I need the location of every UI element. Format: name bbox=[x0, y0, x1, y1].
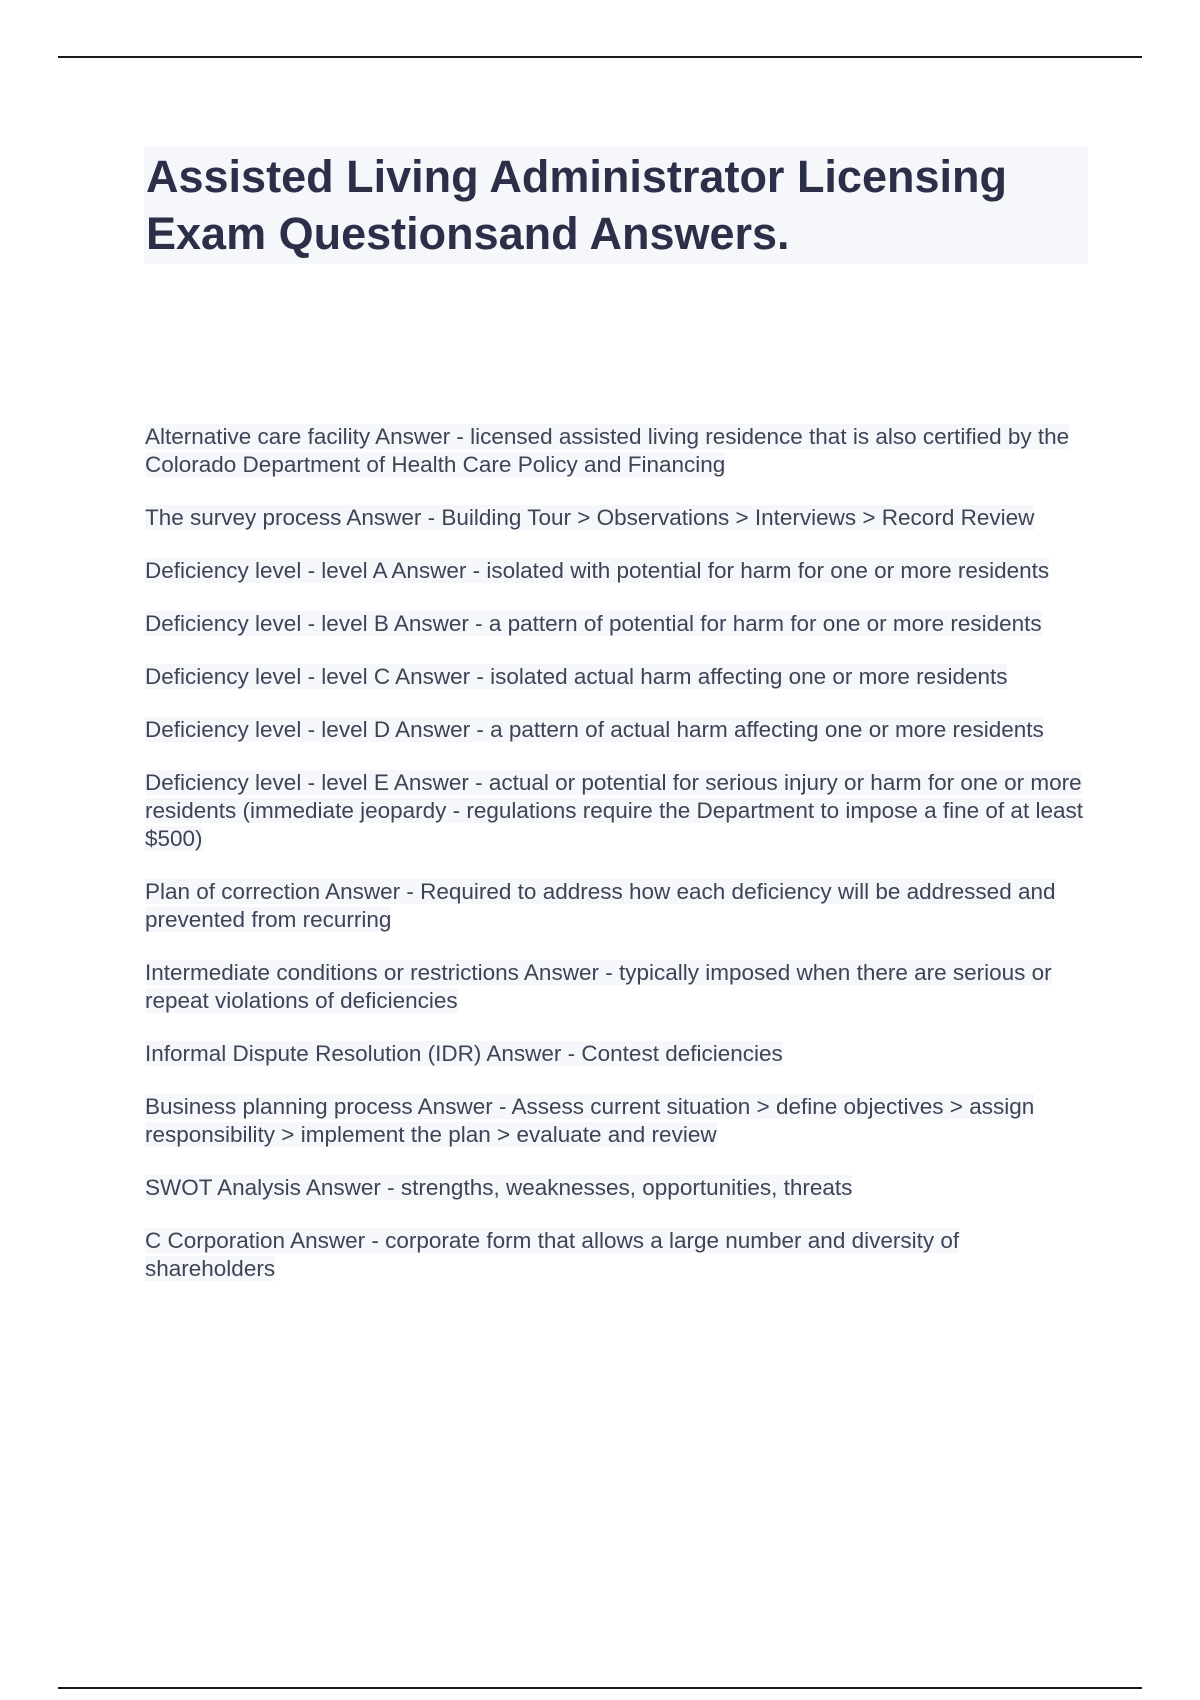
qa-item-text: Business planning process Answer - Assess current situation > define objectives > assign responsibility > implement the plan > evaluate and review bbox=[145, 1094, 1035, 1147]
qa-item bbox=[145, 1040, 1091, 1068]
qa-item-text: The survey process Answer - Building Tour > Observations > Interviews > Record Review bbox=[145, 505, 1035, 530]
qa-item bbox=[145, 610, 1091, 638]
qa-item-text: SWOT Analysis Answer - strengths, weaknesses, opportunities, threats bbox=[145, 1175, 853, 1200]
qa-item-text: Plan of correction Answer - Required to address how each deficiency will be addressed and prevented from recurring bbox=[145, 879, 1056, 932]
qa-item bbox=[145, 1227, 1091, 1283]
footer-rule bbox=[58, 1687, 1142, 1689]
qa-list bbox=[145, 423, 1091, 1308]
qa-item bbox=[145, 1093, 1091, 1149]
qa-item-text: Deficiency level - level E Answer - actual or potential for serious injury or harm for one or more residents (immediate jeopardy - regulations require the Department to impose a fine of at least $500) bbox=[145, 770, 1083, 851]
qa-item-text: Intermediate conditions or restrictions Answer - typically imposed when there are serious or repeat violations of deficiencies bbox=[145, 960, 1052, 1013]
qa-item-text: Informal Dispute Resolution (IDR) Answer - Contest deficiencies bbox=[145, 1041, 783, 1066]
qa-item bbox=[145, 557, 1091, 585]
qa-item bbox=[145, 769, 1091, 853]
qa-item bbox=[145, 663, 1091, 691]
title-block bbox=[144, 146, 1088, 264]
qa-item bbox=[145, 959, 1091, 1015]
header-rule bbox=[58, 56, 1142, 58]
qa-item-text: Deficiency level - level B Answer - a pattern of potential for harm for one or more residents bbox=[145, 611, 1042, 636]
qa-item-text: Deficiency level - level A Answer - isolated with potential for harm for one or more residents bbox=[145, 558, 1050, 583]
qa-item bbox=[145, 878, 1091, 934]
qa-item bbox=[145, 716, 1091, 744]
qa-item-text: Deficiency level - level C Answer - isolated actual harm affecting one or more residents bbox=[145, 664, 1008, 689]
document-title: Assisted Living Administrator Licensing Exam Questionsand Answers. bbox=[146, 151, 1007, 259]
qa-item-text: Alternative care facility Answer - licensed assisted living residence that is also certified by the Colorado Department of Health Care Policy and Financing bbox=[145, 424, 1070, 477]
qa-item-text: Deficiency level - level D Answer - a pattern of actual harm affecting one or more residents bbox=[145, 717, 1044, 742]
qa-item-text: C Corporation Answer - corporate form that allows a large number and diversity of shareholders bbox=[145, 1228, 960, 1281]
qa-item bbox=[145, 1174, 1091, 1202]
qa-item bbox=[145, 504, 1091, 532]
qa-item bbox=[145, 423, 1091, 479]
